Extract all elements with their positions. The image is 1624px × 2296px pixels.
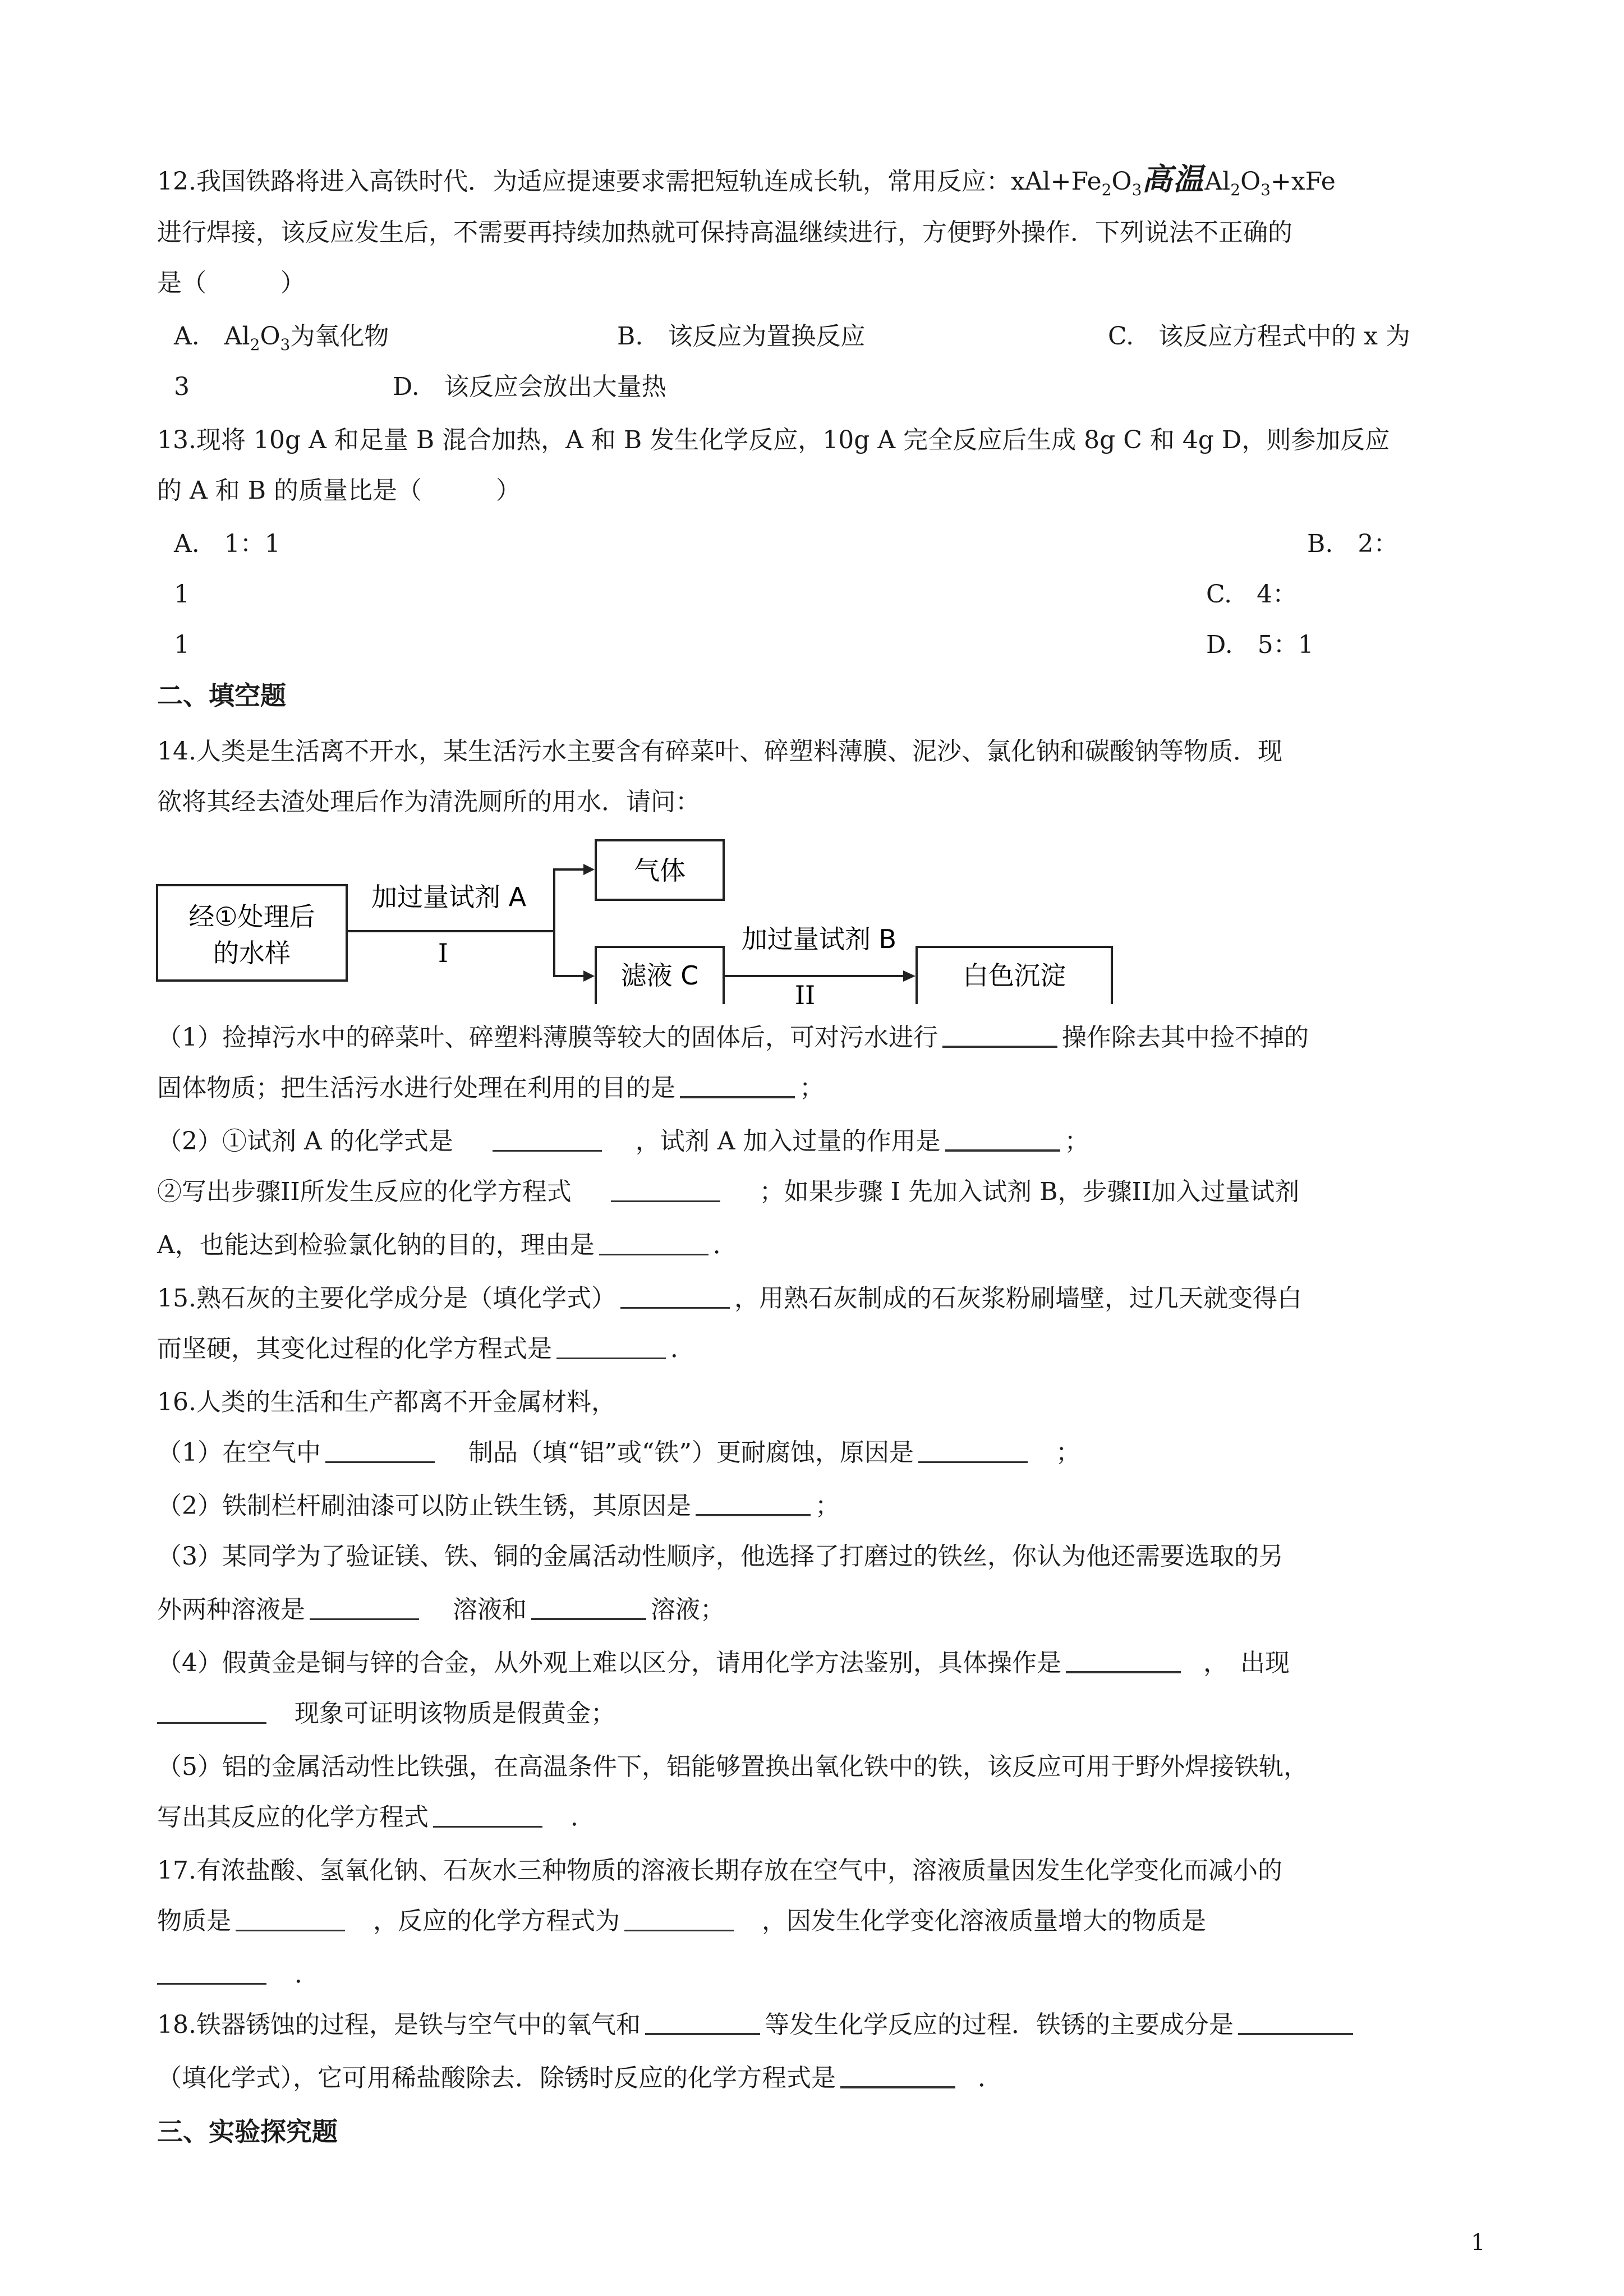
answer-blank[interactable] [942,1021,1057,1048]
flow-filtrate-label: 滤液 C [620,960,699,991]
answer-blank[interactable] [840,2062,955,2088]
q14-part-2-line-2: ②写出步骤II所发生反应的化学方程式 ；如果步骤 I 先加入试剂 B，步骤II加入过量试剂 [157,1175,1299,1209]
flow-reagent-a-label: 加过量试剂 A [371,882,527,912]
q14-part-2-line-1: （2）①试剂 A 的化学式是 ，试剂 A 加入过量的作用是 ； [157,1125,1089,1158]
answer-blank[interactable] [599,1229,709,1255]
q14-part-2-line-3: A，也能达到检验氯化钠的目的，理由是 ． [157,1228,738,1262]
q13-option-c: C. 4： [1206,580,1298,609]
flow-precipitate-label: 白色沉淀 [963,960,1066,991]
answer-blank[interactable] [696,1489,811,1516]
q18-line-2: （填化学式），它可用稀盐酸除去．除锈时反应的化学方程式是 ． [157,2062,1002,2095]
q12-option-a: A. $Al_2O_3$为氧化物 [174,322,389,354]
q13-line-1: 13.现将 10g A 和足量 B 混合加热，A 和 B 发生化学反应，10g A 完全反应后生成 8g C 和 4g D，则参加反应 [157,426,1390,454]
flow-arrowhead-filtrate [583,970,595,982]
q16-part-3-line-2: 外两种溶液是 溶液和 溶液； [157,1593,725,1627]
answer-blank[interactable] [531,1593,646,1620]
q16-part-1: （1）在空气中 制品（填“铝”或“铁”）更耐腐蚀，原因是 ； [157,1436,1080,1470]
q17-line-2: 物质是 ，反应的化学方程式为 ，因发生化学变化溶液质量增大的物质是 [157,1904,1206,1938]
flow-reagent-b-label: 加过量试剂 B [741,924,897,954]
answer-blank[interactable] [325,1437,435,1463]
answer-blank[interactable] [620,1282,730,1309]
page-number: 1 [1471,2230,1485,2256]
q16-part-5-line-1: （5）铝的金属活动性比铁强，在高温条件下，铝能够置换出氧化铁中的铁，该反应可用于野外焊接铁轨， [157,1752,1308,1781]
section-heading-experiment: 三、实验探究题 [157,2116,338,2147]
flow-start-line-2: 的水样 [213,938,291,968]
answer-blank[interactable] [556,1333,666,1359]
q13-option-a: A. 1：1 [174,530,280,558]
q13-option-d: D. 5：1 [1206,631,1314,659]
q14-part-1-line-2: 固体物质；把生活污水进行处理在利用的目的是 ； [157,1071,824,1105]
reaction-condition-label: 高温 [1142,162,1205,197]
q16-line-1: 16.人类的生活和生产都离不开金属材料， [157,1388,616,1416]
q17-line-1: 17.有浓盐酸、氢氧化钠、石灰水三种物质的溶液长期存放在空气中，溶液质量因发生化学变化而减小的 [157,1856,1282,1885]
q14-flow-diagram [151,836,1139,1004]
q16-part-4-line-1: （4）假黄金是铜与锌的合金，从外观上难以区分，请用化学方法鉴别，具体操作是 ， 出现 [157,1646,1290,1680]
answer-blank[interactable] [236,1905,345,1931]
q13-option-b: B. 2： [1307,530,1398,558]
q16-part-2: （2）铁制栏杆刷油漆可以防止铁生锈，其原因是 ； [157,1489,840,1523]
answer-blank[interactable] [433,1801,542,1828]
answer-blank[interactable] [611,1176,720,1202]
q12-line-3: 是（ ） [157,269,305,297]
answer-blank[interactable] [645,2008,760,2035]
flow-arrowhead-gas [583,864,595,875]
answer-blank[interactable] [157,1697,266,1724]
q14-part-1-line-1: （1）捡掉污水中的碎菜叶、碎塑料薄膜等较大的固体后，可对污水进行 操作除去其中捡不掉的 [157,1021,1309,1055]
q12-option-c-cont: 3 [174,372,190,401]
answer-blank[interactable] [1238,2008,1353,2035]
q14-line-1: 14.人类是生活离不开水，某生活污水主要含有碎菜叶、碎塑料薄膜、泥沙、氯化钠和碳酸钠等物质．现 [157,737,1282,766]
q12-option-d: D. 该反应会放出大量热 [393,372,666,401]
q15-line-2: 而坚硬，其变化过程的化学方程式是 ． [157,1332,695,1366]
q15-line-1: 15.熟石灰的主要化学成分是（填化学式） ，用熟石灰制成的石灰浆粉刷墙壁，过几天就变得白 [157,1282,1302,1315]
answer-blank[interactable] [1066,1646,1181,1673]
q17-line-3: ． [157,1958,319,1991]
answer-blank[interactable] [680,1071,795,1098]
q14-line-2: 欲将其经去渣处理后作为清洗厕所的用水．请问： [157,788,700,816]
answer-blank[interactable] [918,1437,1028,1463]
flow-step-2-label: II [794,980,816,1004]
flow-start-line-1: 经①处理后 [188,901,315,932]
q12-line-2: 进行焊接，该反应发生后，不需要再持续加热就可保持高温继续进行，方便野外操作．下列说法不正确的 [157,218,1292,247]
answer-blank[interactable] [945,1125,1060,1152]
q13-option-c-cont: 1 [174,631,190,659]
answer-blank[interactable] [493,1125,602,1152]
flow-arrowhead-precipitate [903,970,915,982]
flow-step-1-label: I [438,938,449,968]
answer-blank[interactable] [310,1594,419,1620]
q13-line-2: 的 A 和 B 的质量比是（ ） [157,476,521,505]
q12-option-b: B. 该反应为置换反应 [617,322,866,351]
section-heading-fill-in: 二、填空题 [157,680,286,711]
q12-option-c: C. 该反应方程式中的 x 为 [1108,322,1410,351]
answer-blank[interactable] [157,1958,266,1985]
q16-part-5-line-2: 写出其反应的化学方程式 ． [157,1801,595,1834]
q13-option-b-cont: 1 [174,580,190,609]
flow-gas-label: 气体 [634,855,686,886]
q12-line-1: 12.我国铁路将进入高铁时代．为适应提速要求需把短轨连成长轨，常用反应：$xAl+Fe_2O_3$高温$Al_2O_3+xFe$ [157,162,1336,199]
answer-blank[interactable] [624,1905,734,1931]
q16-part-4-line-2: 现象可证明该物质是假黄金； [157,1697,615,1731]
q16-part-3-line-1: （3）某同学为了验证镁、铁、铜的金属活动性顺序，他选择了打磨过的铁丝，你认为他还需要选取的另 [157,1542,1283,1571]
q18-line-1: 18.铁器锈蚀的过程，是铁与空气中的氧气和 等发生化学反应的过程．铁锈的主要成分是 [157,2008,1358,2042]
